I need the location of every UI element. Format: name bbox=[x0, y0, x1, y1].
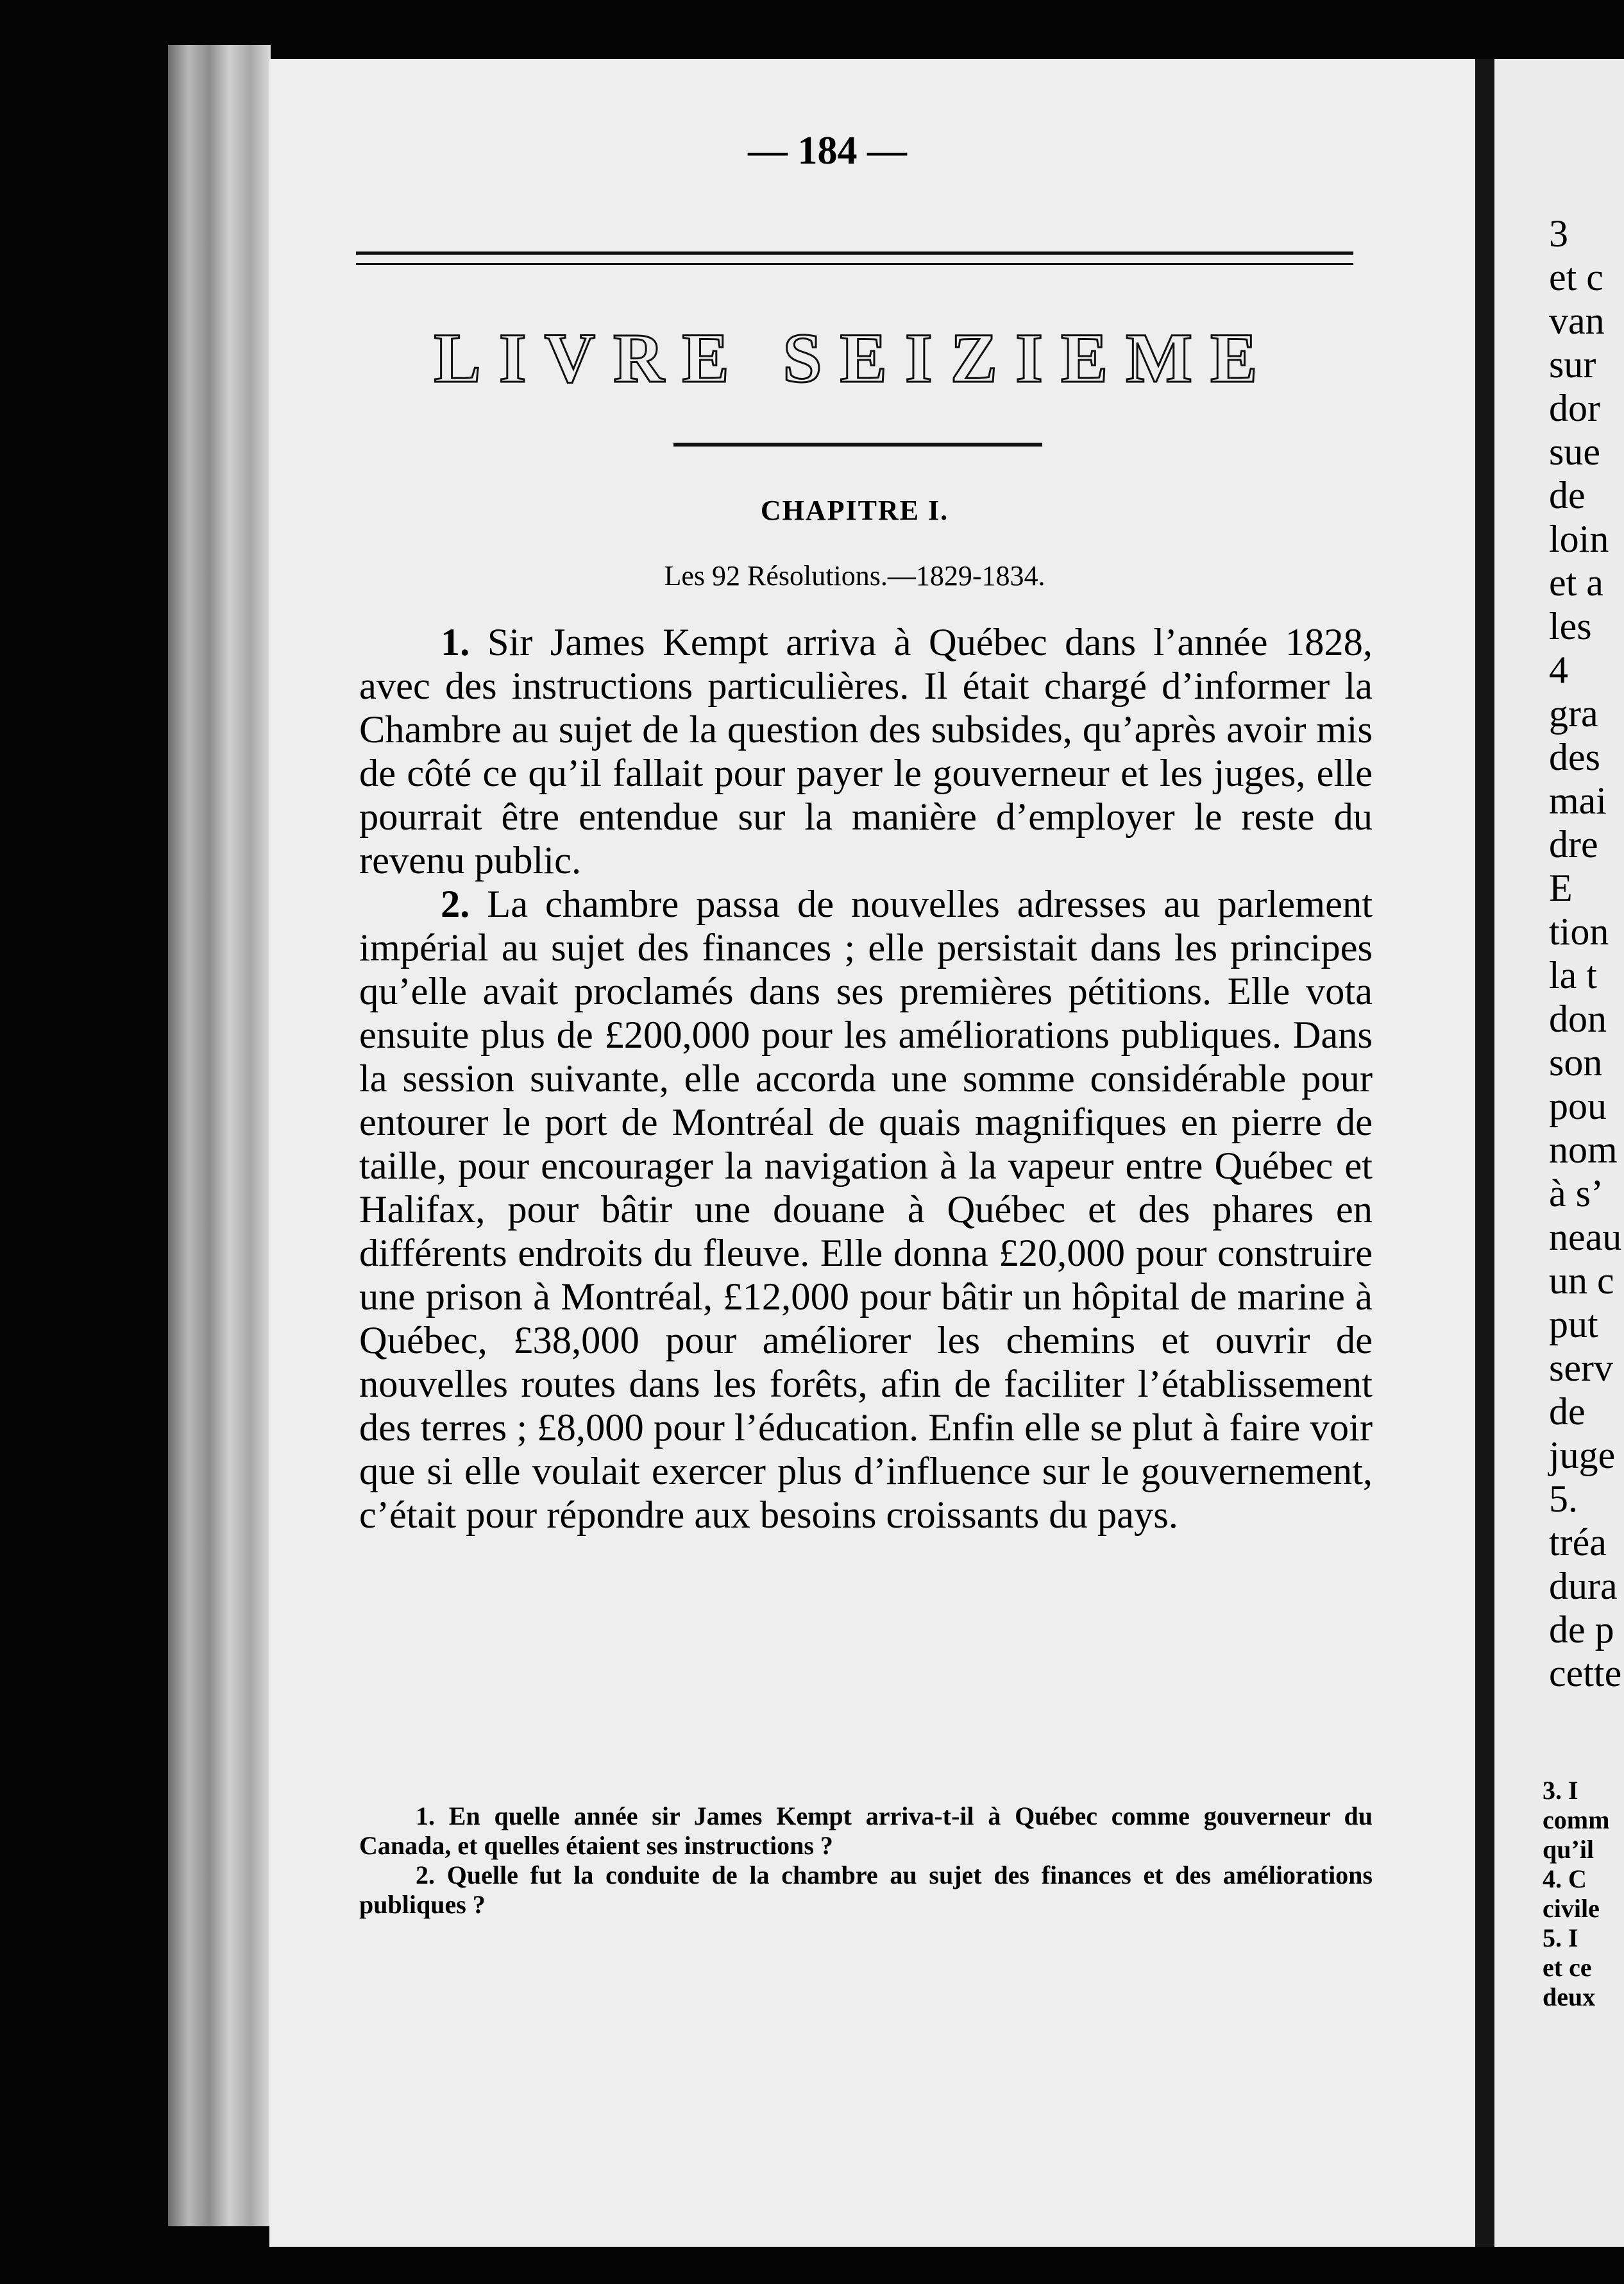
right-page-line: put bbox=[1549, 1303, 1598, 1345]
right-page-footer-line: 3. I bbox=[1543, 1776, 1578, 1805]
right-page-line: dor bbox=[1549, 387, 1600, 429]
right-page-footer-line: civile bbox=[1543, 1894, 1600, 1923]
right-page-line: 5. bbox=[1549, 1478, 1578, 1520]
right-page-line: tion bbox=[1549, 910, 1609, 953]
right-page-line: don bbox=[1549, 998, 1607, 1040]
question-1: 1. En quelle année sir James Kempt arriva-t-il à Québec comme gouverneur du Canada, et quelles étaient ses instructions ? bbox=[359, 1802, 1373, 1860]
question-2: 2. Quelle fut la conduite de la chambre au sujet des finances et des améliorations publiques ? bbox=[359, 1861, 1373, 1919]
right-page-footer-line: 5. I bbox=[1543, 1923, 1578, 1952]
right-page-line: la t bbox=[1549, 954, 1597, 996]
body-text bbox=[359, 621, 1373, 1537]
right-page-footer-line: deux bbox=[1543, 1982, 1596, 2011]
right-page-line: dre bbox=[1549, 823, 1598, 865]
right-page-line: les bbox=[1549, 605, 1592, 647]
right-page-line: serv bbox=[1549, 1347, 1613, 1389]
right-page-line: de p bbox=[1549, 1608, 1614, 1651]
right-page-line: 3 bbox=[1549, 212, 1568, 255]
chapter-heading: CHAPITRE I. bbox=[760, 495, 949, 526]
right-page-line: juge bbox=[1549, 1434, 1616, 1476]
page-number: — 184 — bbox=[748, 129, 907, 173]
review-questions bbox=[359, 1802, 1373, 1920]
right-page-line: neau bbox=[1549, 1216, 1622, 1258]
right-page-line: E bbox=[1549, 867, 1573, 909]
chapter-subtitle: Les 92 Résolutions.—1829-1834. bbox=[664, 560, 1045, 592]
header-rule-bottom bbox=[356, 263, 1353, 265]
right-page-line: mai bbox=[1549, 780, 1607, 822]
right-page-line: 4 bbox=[1549, 649, 1568, 691]
paragraph-text: Sir James Kempt arriva à Québec dans l’année 1828, avec des instructions particulières. Il était chargé d’informer la Chambre au sujet de la question des subsides, qu’après avoir mis de côté ce qu’il fallait pour payer le gouverneur et les juges, elle pourrait être entendue sur la manière d’employer le reste du revenu public. bbox=[359, 621, 1373, 882]
right-page-line: de bbox=[1549, 1390, 1586, 1433]
right-page-line: van bbox=[1549, 300, 1605, 342]
right-page-line: dura bbox=[1549, 1565, 1618, 1607]
right-page-line: sue bbox=[1549, 430, 1600, 473]
right-page-line: à s’ bbox=[1549, 1172, 1603, 1214]
right-page-line: un c bbox=[1549, 1259, 1614, 1302]
right-page-footer bbox=[1543, 1776, 1624, 2012]
right-page-line: des bbox=[1549, 736, 1600, 778]
right-page-footer-line: qu’il bbox=[1543, 1835, 1594, 1864]
right-page-line: cette bbox=[1549, 1652, 1622, 1694]
right-page-line: pou bbox=[1549, 1085, 1607, 1127]
page-edge-stack bbox=[168, 45, 271, 2226]
right-page-line: et c bbox=[1549, 256, 1603, 298]
right-page-line: et a bbox=[1549, 561, 1603, 604]
title-rule bbox=[673, 443, 1042, 447]
header-rule-top bbox=[356, 251, 1353, 255]
right-page-line: son bbox=[1549, 1041, 1603, 1084]
paragraph-2 bbox=[359, 883, 1373, 1537]
right-page-line: loin bbox=[1549, 518, 1609, 560]
paragraph-1 bbox=[359, 621, 1373, 883]
right-page-line: sur bbox=[1549, 343, 1596, 386]
right-page-footer-line: comm bbox=[1543, 1805, 1610, 1834]
paragraph-text: La chambre passa de nouvelles adresses au parlement impérial au sujet des finances ; elle persistait dans les principes qu’elle avait proclamés dans ses premières pétitions. Elle vota ensuite plus de £200,000 pour les améliorations publiques. Dans la session suivante, elle accorda une somme considérable pour entourer le port de Montréal de quais magnifiques en pierre de taille, pour encourager la navigation à la vapeur entre Québec et Halifax, pour bâtir une douane à Québec et des phares en différents endroits du fleuve. Elle donna £20,000 pour construire une prison à Montréal, £12,000 pour bâtir un hôpital de marine à Québec, £38,000 pour améliorer les chemins et ouvrir de nouvelles routes dans les forêts, afin de faciliter l’établissement des terres ; £8,000 pour l’éducation. Enfin elle se plut à faire voir que si elle voulait exercer plus d’influence sur le gouvernement, c’était pour répondre aux besoins croissants du pays. bbox=[359, 883, 1373, 1537]
right-page-line: de bbox=[1549, 474, 1586, 516]
right-page-line: gra bbox=[1549, 692, 1598, 735]
paragraph-number: 1. bbox=[441, 621, 470, 664]
paragraph-number: 2. bbox=[441, 883, 470, 926]
right-page-footer-line: 4. C bbox=[1543, 1864, 1587, 1893]
right-page-line: tréa bbox=[1549, 1521, 1607, 1564]
right-page-text bbox=[1549, 212, 1624, 1695]
book-gutter bbox=[1475, 59, 1494, 2247]
right-page-footer-line: et ce bbox=[1543, 1953, 1592, 1982]
book-title: LIVRE SEIZIEME bbox=[434, 319, 1276, 397]
right-page-line: nom bbox=[1549, 1129, 1618, 1171]
